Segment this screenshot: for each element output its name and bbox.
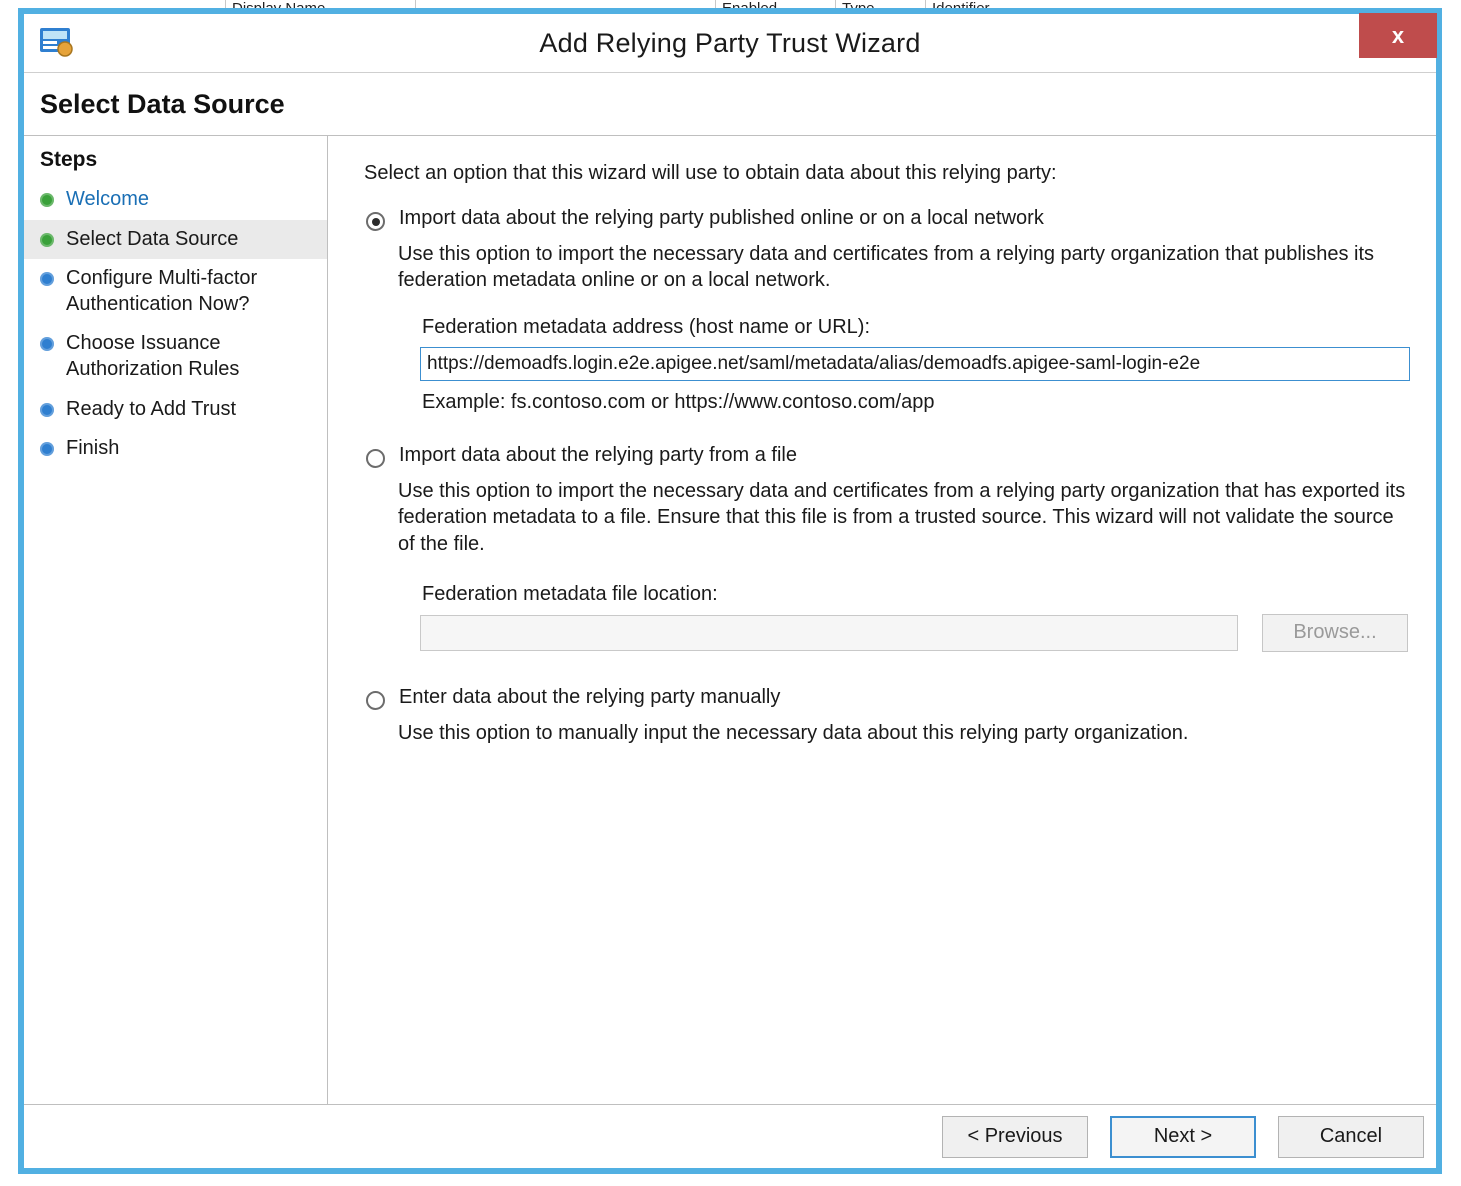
federation-metadata-address-label: Federation metadata address (host name or URL):	[422, 315, 870, 338]
step-status-icon	[40, 337, 54, 351]
federation-metadata-address-example: Example: fs.contoso.com or https://www.contoso.com/app	[422, 390, 935, 413]
option-import-file-row[interactable]	[364, 444, 1410, 468]
sidebar-item-label: Select Data Source	[66, 227, 239, 250]
sidebar-item-label: Configure Multi-factor Authentication Now?	[66, 267, 258, 315]
dialog-footer	[24, 1104, 1436, 1168]
sidebar-item-configure-mfa[interactable]	[24, 259, 327, 324]
option-import-file-label: Import data about the relying party from a file	[399, 443, 797, 466]
radio-import-file[interactable]	[366, 449, 385, 468]
sidebar-item-label: Choose Issuance Authorization Rules	[66, 332, 240, 380]
step-status-icon	[40, 193, 54, 207]
dialog-titlebar	[24, 14, 1436, 72]
add-relying-party-trust-wizard-dialog	[18, 8, 1442, 1174]
option-import-online-row[interactable]	[364, 207, 1410, 231]
steps-sidebar	[24, 136, 328, 1167]
federation-metadata-address-input[interactable]	[420, 347, 1410, 381]
previous-button[interactable]: < Previous	[942, 1116, 1088, 1158]
dialog-body	[24, 136, 1436, 1167]
dialog-title: Add Relying Party Trust Wizard	[539, 27, 921, 58]
sidebar-item-welcome[interactable]	[24, 180, 327, 220]
federation-metadata-file-label: Federation metadata file location:	[422, 582, 718, 605]
option-import-file-description: Use this option to import the necessary data and certificates from a relying party organization that has exported its federation metadata to a file. Ensure that this file is from a trusted source. This wizard will not validate the source of the file.	[398, 479, 1406, 555]
certificate-window-icon	[36, 22, 76, 62]
intro-text: Select an option that this wizard will use to obtain data about this relying party:	[364, 162, 1057, 184]
sidebar-item-label: Welcome	[66, 188, 149, 210]
browse-button[interactable]: Browse...	[1262, 614, 1408, 652]
cancel-button[interactable]: Cancel	[1278, 1116, 1424, 1158]
step-status-icon	[40, 272, 54, 286]
federation-metadata-file-row	[420, 614, 1410, 652]
radio-import-online[interactable]	[366, 212, 385, 231]
content-pane	[328, 136, 1436, 1167]
option-import-online-label: Import data about the relying party published online or on a local network	[399, 207, 1044, 229]
step-status-icon	[40, 233, 54, 247]
sidebar-item-finish[interactable]	[24, 429, 327, 469]
option-manual-description: Use this option to manually input the necessary data about this relying party organization.	[398, 721, 1189, 744]
page-title: Select Data Source	[40, 88, 285, 119]
step-status-icon	[40, 442, 54, 456]
page-header	[24, 72, 1436, 136]
sidebar-item-ready-to-add-trust[interactable]	[24, 390, 327, 430]
option-manual-label: Enter data about the relying party manually	[399, 685, 781, 708]
sidebar-item-label: Finish	[66, 437, 120, 460]
step-status-icon	[40, 403, 54, 417]
federation-metadata-file-input[interactable]	[420, 615, 1238, 651]
option-manual-row[interactable]	[364, 686, 1410, 710]
steps-heading: Steps	[40, 148, 98, 171]
sidebar-item-select-data-source[interactable]	[24, 220, 327, 260]
next-button[interactable]: Next >	[1110, 1116, 1256, 1158]
option-import-online-description: Use this option to import the necessary data and certificates from a relying party organization that publishes its federation metadata online or on a local network.	[398, 243, 1375, 292]
radio-enter-manually[interactable]	[366, 691, 385, 710]
sidebar-item-label: Ready to Add Trust	[66, 397, 237, 420]
close-icon[interactable]: x	[1359, 13, 1437, 58]
sidebar-item-choose-issuance-authorization-rules[interactable]	[24, 324, 327, 389]
